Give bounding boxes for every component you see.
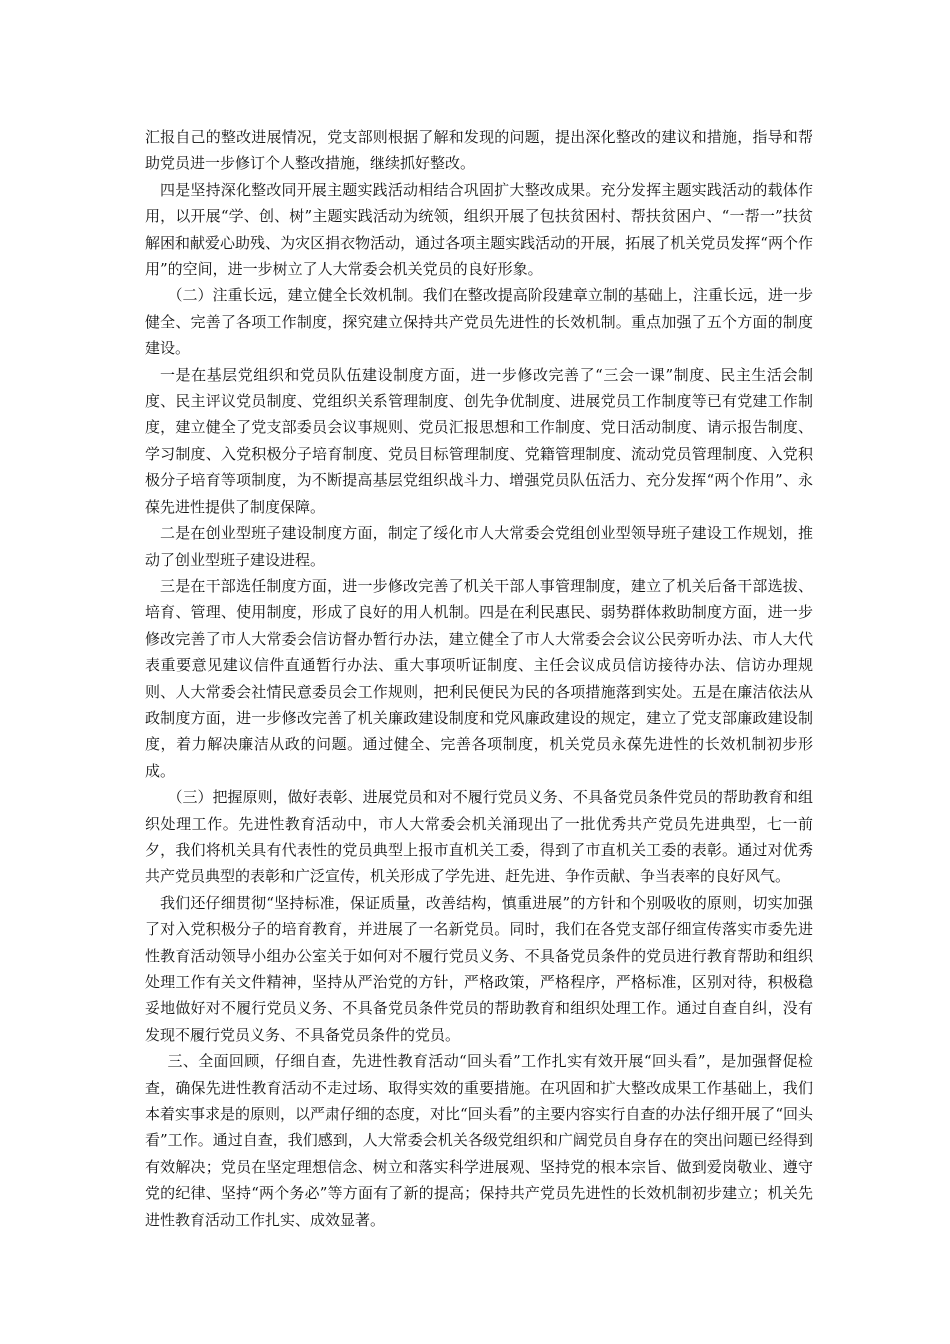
document-page bbox=[145, 124, 813, 1233]
paragraph-review-look-back: 三、全面回顾，仔细自查，先进性教育活动“回头看”工作扎实有效开展“回头看”，是加强督促检查，确保先进性教育活动不走过场、取得实效的重要措施。在巩固和扩大整改成果工作基础上，我们本着实事求是的原则，以严肃仔细的态度，对比“回头看”的主要内容实行自查的办法仔细开展了“回头看”工作。通过自查，我们感到，人大常委会机关各级党组织和广阔党员自身存在的突出问题已经得到有效解决；党员在坚定理想信念、树立和落实科学进展观、坚持党的根本宗旨、做到爱岗敬业、遵守党的纪律、坚持“两个务必”等方面有了新的提高；保持共产党员先进性的长效机制初步建立；机关先进性教育活动工作扎实、成效显著。 bbox=[145, 1052, 814, 1229]
paragraph-rectification-activities: 四是坚持深化整改同开展主题实践活动相结合巩固扩大整改成果。充分发挥主题实践活动的载体作用，以开展“学、创、树”主题实践活动为统领，组织开展了包扶贫困村、帮扶贫困户、“一帮一”扶贫解困和献爱心助残、为灾区捐衣物活动，通过各项主题实践活动的开展，拓展了机关党员发挥“两个作用”的空间，进一步树立了人大常委会机关党员的良好形象。 bbox=[145, 180, 813, 279]
paragraph-cadre-selection-system: 三是在干部选任制度方面，进一步修改完善了机关干部人事管理制度，建立了机关后备干部选拔、培育、管理、使用制度，形成了良好的用人机制。四是在利民惠民、弱势群体救助制度方面，进一步修改完善了市人大常委会信访督办暂行办法，建立健全了市人大常委会会议公民旁听办法、市人大代表重要意见建议信件直通暂行办法、重大事项听证制度、主任会议成员信访接待办法、信访办理规则、人大常委会社情民意委员会工作规则，把利民便民为民的各项措施落到实处。五是在廉洁依法从政制度方面，进一步修改完善了机关廉政建设制度和党风廉政建设的规定，建立了党支部廉政建设制度，着力解决廉洁从政的问题。通过健全、完善各项制度，机关党员永葆先进性的长效机制初步形成。 bbox=[145, 576, 813, 780]
paragraph-continuation: 汇报自己的整改进展情况，党支部则根据了解和发现的问题，提出深化整改的建议和措施，指导和帮助党员进一步修订个人整改措施，继续抓好整改。 bbox=[145, 128, 813, 173]
paragraph-leadership-team-system: 二是在创业型班子建设制度方面，制定了绥化市人大常委会党组创业型领导班子建设工作规划，推动了创业型班子建设进程。 bbox=[145, 524, 813, 569]
paragraph-party-organization-system: 一是在基层党组织和党员队伍建设制度方面，进一步修改完善了“三会一课”制度、民主生活会制度、民主评议党员制度、党组织关系管理制度、创先争优制度、进展党员工作制度等已有党建工作制度，建立健全了党支部委员会议事规则、党员汇报思想和工作制度、党日活动制度、请示报告制度、学习制度、入党积极分子培育制度、党员目标管理制度、党籍管理制度、流动党员管理制度、入党积极分子培育等项制度，为不断提高基层党组织战斗力、增强党员队伍活力、充分发挥“两个作用”、永葆先进性提供了制度保障。 bbox=[145, 365, 813, 516]
paragraph-standards-implementation: 我们还仔细贯彻“坚持标准，保证质量，改善结构，慎重进展”的方针和个别吸收的原则，切实加强了对入党积极分子的培育教育，并进展了一名新党员。同时，我们在各党支部仔细宣传落实市委先进性教育活动领导小组办公室关于如何对不履行党员义务、不具备党员条件的党员进行教育帮助和组织处理工作有关文件精神，坚持从严治党的方针，严格政策，严格程序，严格标准，区别对待，积极稳妥地做好对不履行党员义务、不具备党员条件党员的帮助教育和组织处理工作。通过自查自纠，没有发现不履行党员义务、不具备党员条件的党员。 bbox=[145, 893, 813, 1044]
paragraph-commendation-principles: （三）把握原则，做好表彰、进展党员和对不履行党员义务、不具备党员条件党员的帮助教育和组织处理工作。先进性教育活动中，市人大常委会机关涌现出了一批优秀共产党员先进典型，七一前夕，我们将机关具有代表性的党员典型上报市直机关工委，得到了市直机关工委的表彰。通过对优秀共产党员典型的表彰和广泛宣传，机关形成了学先进、赶先进、争作贡献、争当表率的良好风气。 bbox=[145, 788, 813, 886]
paragraph-long-term-mechanism: （二）注重长远，建立健全长效机制。我们在整改提高阶段建章立制的基础上，注重长远，进一步健全、完善了各项工作制度，探究建立保持共产党员先进性的长效机制。重点加强了五个方面的制度建设。 bbox=[145, 286, 813, 358]
